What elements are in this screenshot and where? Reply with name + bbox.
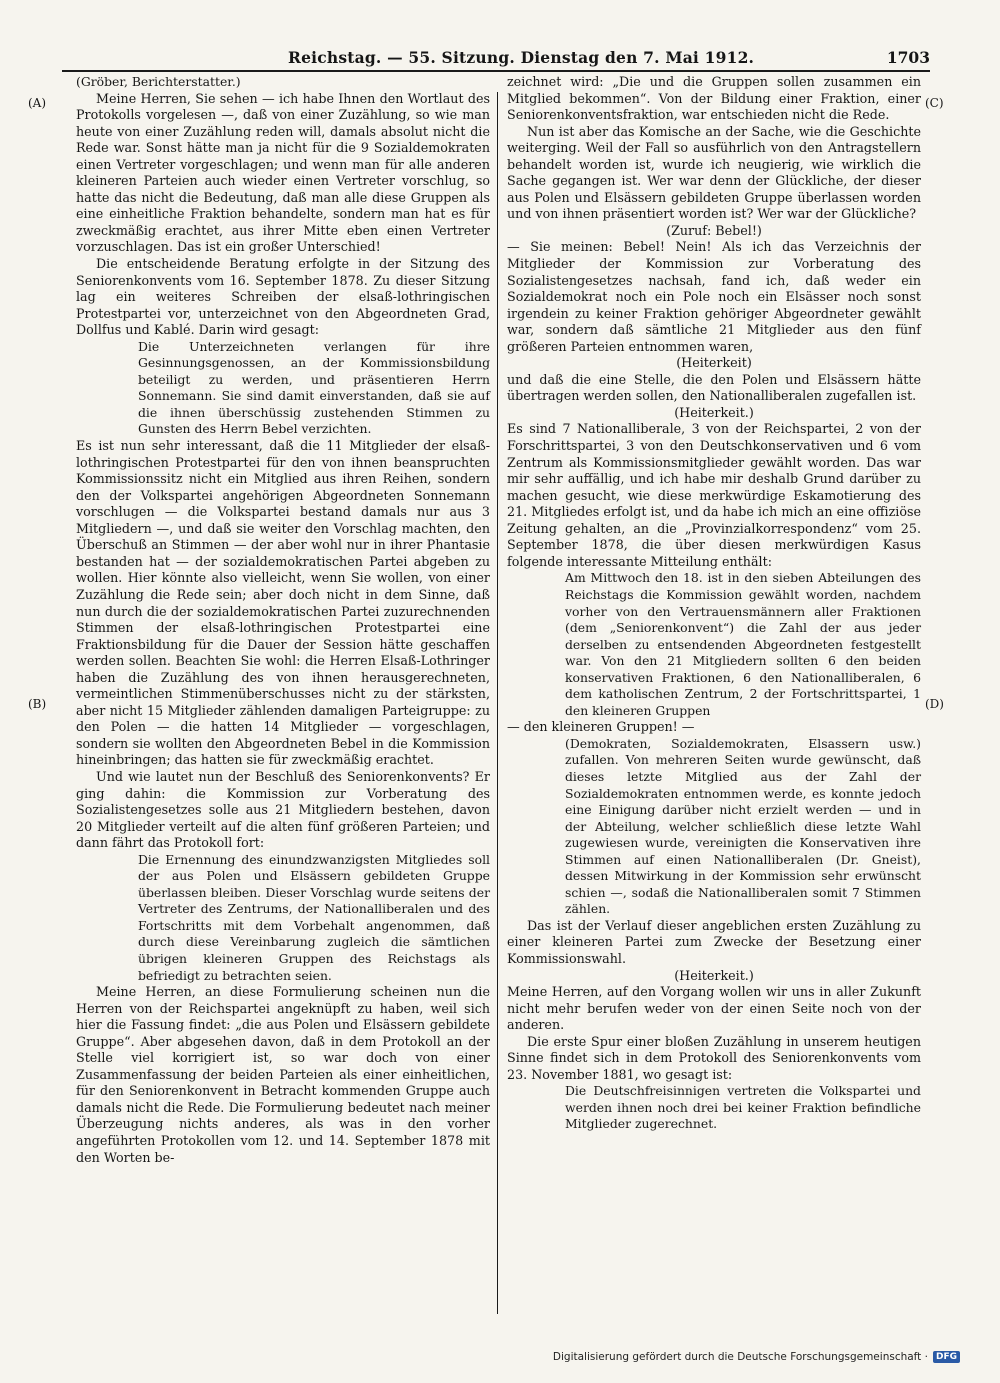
paragraph: Meine Herren, an diese Formulierung scheinen nun die Herren von der Reichspartei angeknüpft zu haben, weil sich hier die Fassung findet: „die aus Polen und Elsässern gebildete Gruppe“. Aber abgesehen davon, daß in dem Protokoll an der Stelle viel korrigiert ist, so war doch von einer Zusammenfassung der beiden Parteien als einer einheitlichen, für den Seniorenkonvent in Betracht kommenden Gruppe auch damals nicht die Rede. Die Formulierung bedeutet nach meiner Überzeugung nichts anderes, als was in den vorher angeführten Protokollen vom 12. und 14. September 1878 mit den Worten be- [76, 984, 490, 1165]
paragraph: — Sie meinen: Bebel! Nein! Als ich das Verzeichnis der Mitglieder der Kommission zur Vorberatung des Sozialistengesetzes nachsah, fand ich, daß weder ein Sozialdemokrat noch ein Pole noch ein Elsässer noch sonst irgendein zu keiner Fraktion gehöriger Abgeordneter gewählt war, sondern daß sämtliche 21 Mitglieder aus den fünf größeren Parteien entnommen waren, [507, 239, 921, 354]
running-title: Reichstag. — 55. Sitzung. Dienstag den 7. Mai 1912. [288, 48, 755, 67]
dfg-logo: DFG [933, 1351, 960, 1363]
paragraph: Und wie lautet nun der Beschluß des Seniorenkonvents? Er ging dahin: die Kommission zur Vorberatung des Sozialistengesetzes solle aus 21 Mitgliedern bestehen, davon 20 Mitglieder verteilt auf die alten fünf größeren Parteien; und dann fährt das Protokoll fort: [76, 768, 490, 851]
right-column [507, 74, 921, 1133]
block-quote: Die Unterzeichneten verlangen für ihre Gesinnungsgenossen, an der Kommissionsbildung beteiligt zu werden, und präsentieren Herrn Sonnemann. Sie sind damit einverstanden, daß sie auf die ihnen überschüssig zustehenden Stimmen zu Gunsten des Herrn Bebel verzichten. [138, 338, 490, 437]
page-number: 1703 [886, 48, 930, 67]
block-quote: (Demokraten, Sozialdemokraten, Elsassern usw.) zufallen. Von mehreren Seiten wurde gewünscht, daß dieses letzte Mitglied aus der Zahl der Sozialdemokraten entnommen werde, es konnte jedoch eine Einigung darüber nicht erzielt werden — und in der Abteilung, welcher schließlich diese letzte Wahl zugewiesen wurde, vereinigten die Konservativen ihre Stimmen auf einen Nationalliberalen (Dr. Gneist), dessen Mitwirkung in der Kommission sehr erwünscht schien —, sodaß die Nationalliberalen somit 7 Stimmen zählen. [565, 735, 921, 917]
block-quote: Die Ernennung des einundzwanzigsten Mitgliedes soll der aus Polen und Elsässern gebildeten Gruppe überlassen bleiben. Dieser Vorschlag wurde seitens der Vertreter des Zentrums, der Nationalliberalen und des Fortschritts mit dem Vorbehalt angenommen, daß durch diese Vereinbarung zugleich die sämtlichen übrigen kleineren Gruppen des Reichstags als befriedigt zu betrachten seien. [138, 851, 490, 983]
interjection: (Heiterkeit.) [674, 967, 754, 983]
paragraph: Meine Herren, auf den Vorgang wollen wir uns in aller Zukunft nicht mehr berufen weder von der einen Seite noch von der anderen. [507, 984, 921, 1033]
footer-credit-text: Digitalisierung gefördert durch die Deutsche Forschungsgemeinschaft · [552, 1351, 928, 1363]
footer-credit [553, 1351, 960, 1363]
paragraph: und daß die eine Stelle, die den Polen und Elsässern hätte übertragen werden sollen, den Nationalliberalen zugefallen ist. [507, 371, 921, 404]
block-quote: Die Deutschfreisinnigen vertreten die Volkspartei und werden ihnen noch drei bei keiner Fraktion befindliche Mitglieder zugerechnet. [565, 1083, 921, 1132]
paragraph: Meine Herren, Sie sehen — ich habe Ihnen den Wortlaut des Protokolls vorgelesen —, daß von einer Zuzählung, so wie man heute von einer Zuzählung reden will, damals absolut nicht die Rede war. Sonst hätte man ja nicht für die 9 Sozialdemokraten einen Vertreter vorgeschlagen; und wenn man für alle anderen kleineren Parteien auch wieder einen Vertreter vorschlug, so hatte das nicht die Bedeutung, daß man alle diese Gruppen als eine einheitliche Fraktion behandelte, sondern man hat es für zweckmäßig erachtet, aus ihrer Mitte eben einen Vertreter vorzuschlagen. Das ist ein großer Unterschied! [76, 90, 490, 255]
interjection: (Heiterkeit.) [674, 404, 754, 420]
interjection: (Zuruf: Bebel!) [666, 222, 762, 238]
margin-letter-d: (D) [925, 697, 944, 711]
paragraph: Es ist nun sehr interessant, daß die 11 Mitglieder der elsaß-lothringischen Protestpartei für den von ihnen beanspruchten Kommissionssitz nicht ein Mitglied aus ihren Reihen, sondern den der Volkspartei angehörigen Abgeordneten Sonnemann vorschlugen — die Volkspartei bestand damals nur aus 3 Mitgliedern —, und daß sie weiter den Vorschlag machten, den Überschuß an Stimmen — der aber wohl nur in ihrer Phantasie bestanden hat — der sozialdemokratischen Partei abgeben zu wollen. Hier könnte also vielleicht, wenn Sie wollen, von einer Zuzählung die Rede sein; aber doch nicht in dem Sinne, daß nun durch die der sozialdemokratischen Partei zuzurechnenden Stimmen der elsaß-lothringischen Protestpartei eine Fraktionsbildung für die Dauer der Session hätte geschaffen werden sollen. Beachten Sie wohl: die Herren Elsaß-Lothringer haben die Zuzählung des von ihnen herausgerechneten, vermeintlichen Stimmenüberschusses nicht zu der stärksten, aber nicht 15 Mitglieder zählenden damaligen Parteigruppe: zu den Polen — die hatten 14 Mitglieder — vorgeschlagen, sondern sie wollten den Abgeordneten Bebel in die Kommission hineinbringen; das hatten sie für zweckmäßig erachtet. [76, 438, 490, 768]
page-header [62, 46, 930, 70]
paragraph: Die entscheidende Beratung erfolgte in der Sitzung des Seniorenkonvents vom 16. September 1878. Zu dieser Sitzung lag ein weiteres Schreiben der elsaß-lothringischen Protestpartei vor, unterzeichnet von den Abgeordneten Grad, Dollfus und Kablé. Darin wird gesagt: [76, 256, 490, 338]
margin-letter-c: (C) [925, 96, 944, 110]
interjection: (Heiterkeit) [676, 355, 752, 371]
block-quote: Am Mittwoch den 18. ist in den sieben Abteilungen des Reichstags die Kommission gewählt worden, nachdem vorher von den Vertrauensmännern aller Fraktionen (dem „Seniorenkonvent“) die Zahl der aus jeder derselben zu entsendenden Abgeordneten festgestellt war. Von den 21 Mitgliedern sollten 6 den beiden konservativen Fraktionen, 6 den Nationalliberalen, 6 dem katholischen Zentrum, 2 der Fortschrittspartei, 1 den kleineren Gruppen [565, 570, 921, 718]
margin-letter-a: (A) [28, 96, 47, 110]
paragraph: zeichnet wird: „Die und die Gruppen sollen zusammen ein Mitglied bekommen“. Von der Bildung einer Fraktion, einer Seniorenkonventsfraktion, war entschieden nicht die Rede. [507, 74, 921, 123]
paragraph: Das ist der Verlauf dieser angeblichen ersten Zuzählung zu einer kleineren Partei zum Zwecke der Besetzung einer Kommissionswahl. [507, 917, 921, 966]
margin-letter-b: (B) [28, 697, 47, 711]
paragraph: Es sind 7 Nationalliberale, 3 von der Reichspartei, 2 von der Forschrittspartei, 3 von den Deutschkonservativen und 6 vom Zentrum als Kommissionsmitglieder gewählt worden. Das war mir sehr auffällig, und ich habe mir deshalb Grund darüber zu machen gesucht, wie diese merkwürdige Eskamotierung des 21. Mitgliedes erfolgt ist, und da habe ich mich an eine offiziöse Zeitung gehalten, an die „Provinzialkorrespondenz“ vom 25. September 1878, die über diesen merkwürdigen Kasus folgende interessante Mitteilung enthält: [507, 421, 921, 569]
left-column [76, 74, 490, 1166]
paragraph: Die erste Spur einer bloßen Zuzählung in unserem heutigen Sinne findet sich in dem Protokoll des Seniorenkonvents vom 23. November 1881, wo gesagt ist: [507, 1033, 921, 1082]
paragraph: Nun ist aber das Komische an der Sache, wie die Geschichte weiterging. Weil der Fall so ausführlich von den Antragstellern behandelt worden ist, wurde ich neugierig, wie wirklich die Sache gegangen ist. Wer war denn der Glückliche, der dieser aus Polen und Elsässern gebildeten Gruppe überlassen worden und von ihnen präsentiert worden ist? Wer war der Glückliche? [507, 123, 921, 222]
paragraph: — den kleineren Gruppen! — [507, 719, 695, 735]
speaker-label: (Gröber, Berichterstatter.) [76, 74, 241, 89]
column-rule [497, 92, 498, 1314]
header-rule [62, 70, 930, 72]
